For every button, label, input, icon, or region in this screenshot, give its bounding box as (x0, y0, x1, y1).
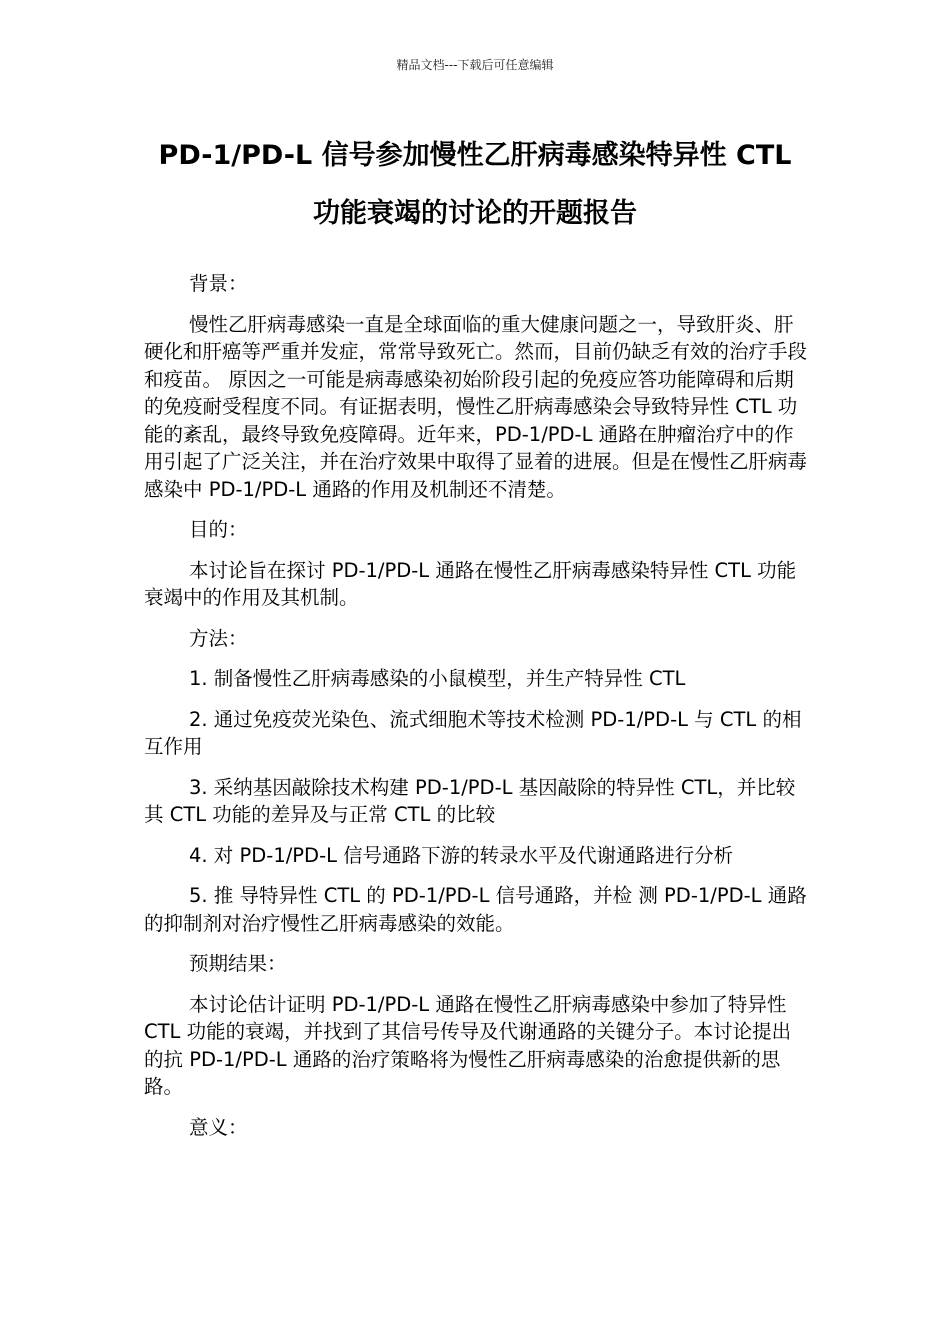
background-paragraph: 慢性乙肝病毒感染一直是全球面临的重大健康问题之一，导致肝炎、肝硬化和肝癌等严重并发症，常常导致死亡。然而，目前仍缺乏有效的治疗手段和疫苗。 原因之一可能是病毒感染初始阶段引起的免疫应答功能障碍和后期的免疫耐受程度不同。有证据表明，慢性乙肝病毒感染会导致特异性 CTL 功能的紊乱，最终导致免疫障碍。近年来，PD-1/PD-L 通路在肿瘤治疗中的作用引起了广泛关注，并在治疗效果中取得了显着的进展。但是在慢性乙肝病毒感染中 PD-1/PD-L 通路的作用及机制还不清楚。 (144, 312, 808, 501)
section-heading-background: 背景： (189, 272, 248, 295)
method-item-5: 5. 推 导特异性 CTL 的 PD-1/PD-L 信号通路，并检 测 PD-1/PD-L 通路的抑制剂对治疗慢性乙肝病毒感染的效能。 (144, 884, 807, 935)
method-item-4: 4. 对 PD-1/PD-L 信号通路下游的转录水平及代谢通路进行分析 (189, 843, 734, 867)
method-item-2: 2. 通过免疫荧光染色、流式细胞术等技术检测 PD-1/PD-L 与 CTL 的相互作用 (144, 707, 802, 758)
document-title-line-2: 功能衰竭的讨论的开题报告 (313, 198, 637, 229)
document-title-line-1: PD-1/PD-L 信号参加慢性乙肝病毒感染特异性 CTL (158, 140, 792, 171)
section-heading-significance: 意义： (189, 1115, 248, 1139)
section-heading-expected-results: 预期结果： (189, 952, 287, 975)
method-item-3: 3. 采纳基因敲除技术构建 PD-1/PD-L 基因敲除的特异性 CTL，并比较其 CTL 功能的差异及与正常 CTL 的比较 (144, 775, 796, 826)
section-heading-purpose: 目的： (189, 518, 248, 541)
purpose-paragraph: 本讨论旨在探讨 PD-1/PD-L 通路在慢性乙肝病毒感染特异性 CTL 功能衰竭中的作用及其机制。 (144, 558, 797, 609)
header-note: 精品文档---下载后可任意编辑 (396, 58, 554, 72)
method-item-1: 1. 制备慢性乙肝病毒感染的小鼠模型，并生产特异性 CTL (189, 667, 686, 690)
document-body (144, 270, 808, 1154)
expected-results-paragraph: 本讨论估计证明 PD-1/PD-L 通路在慢性乙肝病毒感染中参加了特异性 CTL 功能的衰竭，并找到了其信号传导及代谢通路的关键分子。本讨论提出的抗 PD-1/PD-L 通路的治疗策略将为慢性乙肝病毒感染的治愈提供新的思路。 (144, 992, 792, 1098)
section-heading-methods: 方法： (189, 626, 248, 650)
